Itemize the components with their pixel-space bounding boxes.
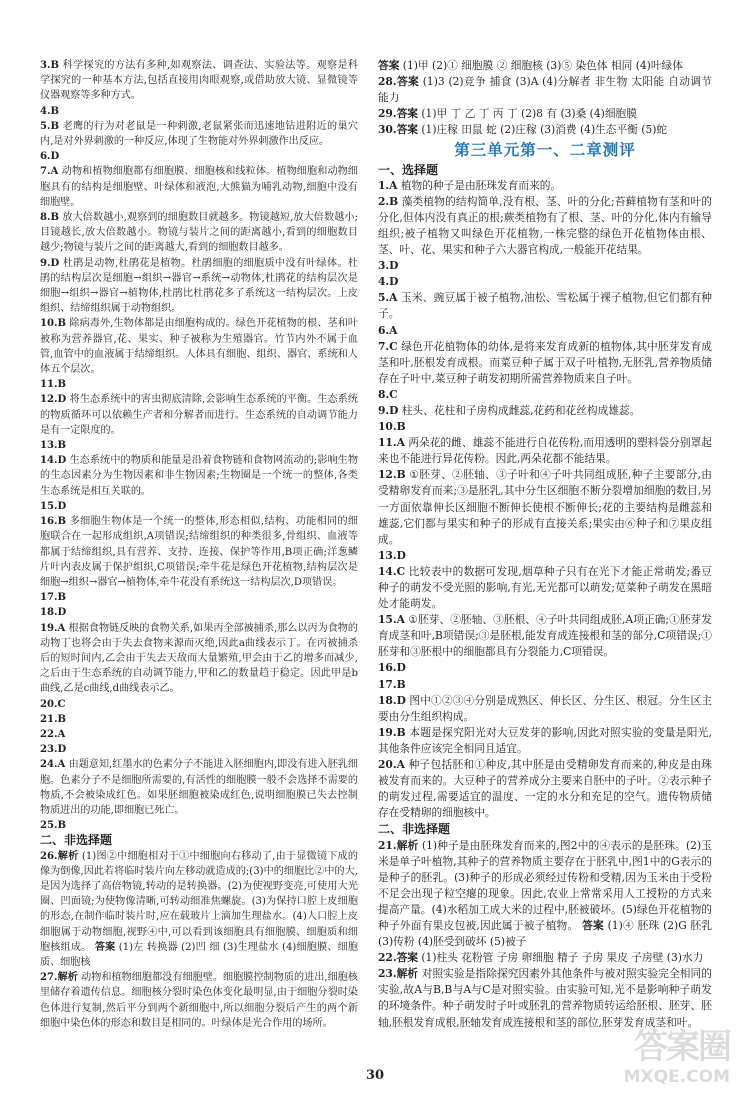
left-column [40,58,358,1031]
answer-item [378,838,712,951]
answer-item [378,677,712,693]
answer-item [378,339,712,387]
answer-item [40,104,358,119]
item-label: 答案 [396,123,418,137]
answer-item [40,621,358,697]
answer-text: (1)④ 胚珠 (2)G 胚乳 (3)传粉 (4)胚受到破坏 (5)被子 [378,918,713,949]
answer-item [378,693,712,725]
item-text: 多细胞生物体是一个统一的整体,形态相似,结构、功能相同的细胞联合在一起形成组织,A项错误;结缔组织的种类很多,骨组织、血液等都属于结缔组织,具有营养、支持、连接、保护等作用,B项正确;洋葱鳞片叶内表皮属于保护组织,C项错误;牵牛花是绿色开花植物,结构层次是细胞→组织→器官→植物体,牵牛花没有系统这一结构层次,D项错误。 [40,516,358,588]
item-text: 由题意知,红墨水的色素分子不能进入胚细胞内,即没有进入胚乳细胞。色素分子不是细胞所需要的,有活性的细胞膜一般不会选择不需要的物质,不会被染成红色。如果胚细胞被染成红色,说明细胞膜已失去控制物质进出的功能,即细胞已死亡。 [40,759,358,816]
item-number: 2.B [378,194,399,208]
answer-item [378,258,712,274]
item-number: 18.D [378,693,406,707]
item-number: 7.C [378,339,398,353]
item-number: 28. [378,75,397,89]
section-heading: 二、非选择题 [378,822,451,837]
item-number: 21. [378,838,397,852]
answer-item [378,106,712,122]
item-number: 18.D [40,607,67,619]
item-text: 植物的种子是由胚珠发育而来的。 [400,178,562,192]
item-text: (1)图②中细胞相对于①中细胞向右移动了,由于显微镜下成的像为倒像,因此若将临时装片向左移动就造成的;(3)中的细胞比②中的大,是因为选择了高倍物镜,转动的是转换器。(2)为使视野变亮,可使用大光圈、凹面镜;为使物像清晰,可转动细准焦螺旋。(3)为保持口腔上皮细胞的形态,在制作临时装片时,应在载玻片上滴加生理盐水。(4)人口腔上皮细胞属于动物细胞,视野④中,可以看到该细胞具有细胞膜、细胞质和细胞核组成。 [40,850,358,953]
item-label: 解析 [396,838,419,852]
answer-item [40,316,358,377]
item-text: 柱头、花柱和子房构成雌蕊,花药和花丝构成雄蕊。 [401,403,641,417]
item-number: 16.B [40,516,67,528]
item-label: 答案 [378,59,400,72]
answer-item [378,122,712,138]
section-heading: 一、选择题 [378,162,439,177]
item-number: 19.A [40,622,66,634]
item-number: 22.A [40,728,66,740]
item-number: 15.D [40,500,67,512]
item-number: 4.D [378,275,399,289]
item-text: 将生态系统中的害虫彻底清除,会影响生态系统的平衡。生态系统的物质循环可以依赖生产者和分解者而进行。生态系统的自动调节能力是有一定限度的。 [40,394,358,436]
item-label: 解析 [57,972,78,984]
item-number: 20.A [378,758,405,772]
item-number: 11.A [378,436,405,450]
item-number: 6.A [378,323,398,337]
item-number: 6.D [40,151,60,163]
item-number: 8.B [40,212,60,224]
item-text: 绿色开花植物体的幼体,是将来发育成新的植物体,其中胚芽发育成茎和叶,胚根发育成根。而菜豆种子属于双子叶植物,无胚乳,营养物质储存在子叶中,菜豆种子萌发初期所需营养物质来自子叶。 [378,339,712,385]
item-text: 藻类植物的结构简单,没有根、茎、叶的分化;苔藓植物有茎和叶的分化,但体内没有真正的根;蕨类植物有了根、茎、叶的分化,体内有输导组织;被子植物又叫绿色开花植物,一株完整的绿色开花植物体由根、茎、叶、花、果实和种子六大器官构成,一般能开花结果。 [378,194,712,257]
answer-item [378,725,712,757]
item-label: 解析 [396,967,419,981]
item-text: 除病毒外,生物体都是由细胞构成的。绿色开花植物的根、茎和叶被称为营养器官,花、果实、种子被称为生殖器官。竹节内外不属于血管,血管中的血液属于结缔组织。人体具有细胞、组织、器官、系统和人体五个层次。 [40,318,358,376]
item-number: 16.D [378,661,406,675]
item-number: 30. [378,123,397,137]
item-text: 生态系统中的物质和能量是沿着食物链和食物网流动的;影响生物的生态因素分为生物因素和非生物因素;生物圈是一个统一的整体,各类生态系统是相互关联的。 [40,455,358,497]
answer-text: (1)左 转换器 (2)凹 细 (3)生理盐水 (4)细胞膜、细胞质、细胞核 [40,941,359,968]
item-text: ①胚芽、②胚轴、③胚根、④子叶共同组成胚,A项正确;①胚芽发育成茎和叶,B项错误;③是胚根,能发育成连接根和茎的部分,C项错误;①胚芽和③胚根中的细胞都具有分裂能力,C项错误。 [378,613,712,659]
item-number: 21.B [40,713,67,725]
item-number: 4.B [40,105,60,117]
item-number: 3.B [40,60,60,71]
item-label: 答案 [396,951,418,965]
item-number: 25.B [40,820,67,832]
item-number: 5.B [40,120,60,132]
answer-item [40,605,358,620]
item-text: 对照实验是指除探究因素外其他条件与被对照实验完全相同的实验,故A与B,B与A与C是对照实验。由实验可知,光不是影响种子萌发的环境条件。种子萌发时子叶或胚乳的营养物质转运给胚根、胚芽、胚轴,胚根发育成根,胚轴发育成连接根和茎的部位,胚芽发育成茎和叶。 [378,967,712,1029]
item-number: 7.A [40,166,59,178]
answer-item [378,419,712,435]
answer-item [378,74,712,106]
page-number: 30 [365,1068,385,1083]
item-text: 动物和植物细胞都有细胞膜、细胞核和线粒体。植物细胞和动物细胞具有的结构是细胞壁、叶绿体和液泡,大熊猫为哺乳动物,细胞中没有细胞壁。 [40,166,358,208]
item-number: 14.D [40,455,67,467]
answer-item [40,712,358,727]
item-text: 杜鹃是动物,杜鹃花是植物。杜鹃细胞的细胞质中没有叶绿体。杜鹃的结构层次是细胞→组织→器官→系统→动物体,杜鹃花的结构层次是细胞→组织→器官→植物体,杜鹃比杜鹃花多了系统这一结构层次。上皮组织、结缔组织属于动物组织。 [40,257,358,315]
item-number: 10.B [40,318,67,330]
answer-item [40,210,358,256]
answer-item [378,194,712,258]
answer-item [40,377,358,392]
unit-title: 第三单元第一、二章测评 [454,141,636,160]
answer-item [40,438,358,453]
answer-item [40,392,358,438]
answer-item [40,590,358,605]
item-number: 27. [40,972,58,984]
watermark [612,1019,730,1101]
item-number: 29. [378,107,397,121]
item-text: 根据食物链反映的食物关系,如果丙全部被捕杀,那么以丙为食物的动物丁也将会由于失去食物来源而灭绝,因此a曲线表示丁。在丙被捕杀后的短时间内,乙会由于失去天敌而大量繁殖,甲会由于乙的增多而减少,之后由于生态系统的自动调节能力,甲和乙的数量趋于稳定。因此甲是b曲线,乙是c曲线,d曲线表示乙。 [40,622,358,695]
item-number: 13.D [378,548,406,562]
answer-item [378,274,712,290]
answer-item [40,818,358,833]
item-text: (1)种子是由胚珠发育而来的,图2中的④表示的是胚珠。(2)玉米是单子叶植物,其种子的营养物质主要存在于胚乳中,图1中的G表示的是种子的胚乳。(3)种子的形成必须经过传粉和受精,因为玉米由于受粉不足会出现子粒空瘪的现象。因此,农业上常常采用人工授粉的方式来提高产量。(4)水稻加工成大米的过程中,胚被破坏。(5)绿色开花植物的种子外面有果皮包被,因此属于被子植物。 [378,838,712,932]
answer-item [378,58,712,74]
item-text: 老鹰的行为对老鼠是一种刺激,老鼠紧张而迅速地钻进附近的巢穴内,是对外界刺激的一种反应,体现了生物能对外界刺激作出反应。 [40,120,358,148]
item-text: 玉米、豌豆属于被子植物,油松、雪松属于裸子植物,但它们都有种子。 [378,291,712,321]
item-number: 1.A [378,178,398,192]
item-label: 答案 [396,107,418,121]
answer-item [378,403,712,419]
item-number: 17.B [378,677,406,691]
answer-item [40,149,358,164]
item-number: 23.D [40,744,67,756]
item-label: 解析 [57,850,79,862]
item-number: 26. [40,850,58,862]
item-text: ①胚芽、②胚轴、③子叶和④子叶共同组成胚,种子主要部分,由受精卵发育而来;③是胚乳,其中分生区细胞不断分裂增加细胞的数目,另一方面依靠伸长区细胞不断伸长使根不断伸长;花的主要结构是雌蕊和雄蕊,它们都与果实和种子的形成有直接关系;果实由⑥种子和⑦果皮组成。 [378,468,712,546]
item-text: (1)庄稼 田鼠 蛇 (2)庄稼 (3)消费 (4)生态平衡 (5)蛇 [421,123,668,137]
watermark-url: MXQE.COM [623,1067,730,1087]
answer-item [40,58,358,104]
answer-item [40,742,358,757]
item-number: 12.B [378,468,406,482]
answer-item [378,612,712,660]
answer-item [40,697,358,712]
item-text: 动物和植物细胞都没有细胞壁。细胞膜控制物质的进出,细胞核里储存着遗传信息。细胞核分裂时染色体变化最明显,由于细胞分裂时染色体进行复制,然后平分到两个新细胞中,所以细胞分裂后产生的两个新细胞中染色体的形态和数目是相同的。叶绿体是光合作用的场所。 [40,972,358,1029]
item-number: 9.D [40,257,60,269]
item-text: 本题是探究阳光对大豆发芽的影响,因此对照实验的变量是阳光,其他条件应该完全相同且适宜。 [378,725,712,755]
answer-label: 答案 [582,918,604,932]
answer-item [378,757,712,821]
item-number: 23. [378,967,397,981]
item-text: 科学探究的方法有多种,如观察法、调查法、实验法等。观察是科学探究的一种基本方法,包括直接用肉眼观察,或借助放大镜、显微镜等仪器观察等多种方式。 [40,60,358,102]
answer-item [378,323,712,339]
answer-item [378,178,712,194]
answer-label: 答案 [94,941,116,953]
answer-item [40,453,358,499]
answer-item [378,387,712,403]
item-number: 14.C [378,564,406,578]
item-number: 8.C [378,387,398,401]
answer-item [378,660,712,676]
item-number: 24.A [40,759,66,771]
item-number: 5.A [378,291,398,305]
item-text: 放大倍数越小,观察到的细胞数目就越多。物镜越短,放大倍数越小;目镜越长,放大倍数越小。物镜与装片之间的距离越小,看到的细胞数目越少;物镜与装片之间的距离越大,看到的细胞数目越多。 [40,212,358,254]
answer-item [40,970,358,1031]
answer-item [378,290,712,322]
item-label: 答案 [396,75,420,89]
answer-item [378,467,712,547]
item-text: (1)甲 (2)① 细胞膜 ② 细胞核 (3)⑤ 染色体 相同 (4)叶绿体 [402,59,683,72]
right-column [378,58,712,1031]
item-text: (1)3 (2)竞争 捕食 (3)A (4)分解者 非生物 太阳能 自动调节能力 [378,75,712,105]
item-number: 20.C [40,698,66,710]
item-text: 比较表中的数据可发现,烟草种子只有在光下才能正常萌发;番豆种子的萌发不受光照的影响,有光,无光都可以萌发;苋菜种子萌发在黑暗处才能萌发。 [378,564,712,611]
item-text: 两朵花的雌、雄蕊不能进行自花传粉,而用透明的塑料袋分别罩起来也不能进行异花传粉。因此,两朵花都不能结果。 [378,436,712,466]
answer-item [40,119,358,149]
item-text: 种子包括胚和①种皮,其中胚是由受精卵发育而来的,种皮是由珠被发育而来的。大豆种子的营养成分主要来自胚中的子叶。②表示种子的萌发过程,需要适宜的温度、一定的水分和充足的空气。遗传物质储存在受精卵的细胞核中。 [378,758,712,820]
item-text: 图中①②③④分别是成熟区、伸长区、分生区、根冠。分生区主要由分生组织构成。 [378,693,712,723]
watermark-logo: 答案圈 [634,1027,730,1067]
item-number: 17.B [40,592,67,604]
answer-item [40,499,358,514]
answer-item [40,849,358,971]
item-number: 13.B [40,440,67,452]
item-number: 15.A [378,613,405,627]
item-number: 11.B [40,379,67,391]
answer-item [40,727,358,742]
item-number: 10.B [378,420,406,434]
section-heading: 二、非选择题 [40,833,113,848]
answer-item [378,950,712,966]
answer-item [378,435,712,467]
answer-item [378,564,712,612]
item-number: 19.B [378,725,406,739]
answer-item [40,514,358,590]
answer-item [40,164,358,210]
item-number: 3.D [378,259,399,273]
answer-item [378,548,712,564]
item-number: 22. [378,951,397,965]
item-number: 12.D [40,394,67,406]
item-text: (1)甲 丁 乙 丁 丙 丁 (2)8 有 (3)桑 (4)细胞膜 [421,107,637,121]
answer-item [40,256,358,317]
item-text: (1)柱头 花粉管 子房 卵细胞 精子 子房 果皮 子房壁 (3)水力 [421,951,704,965]
answer-item [40,757,358,818]
item-number: 9.D [378,403,399,417]
